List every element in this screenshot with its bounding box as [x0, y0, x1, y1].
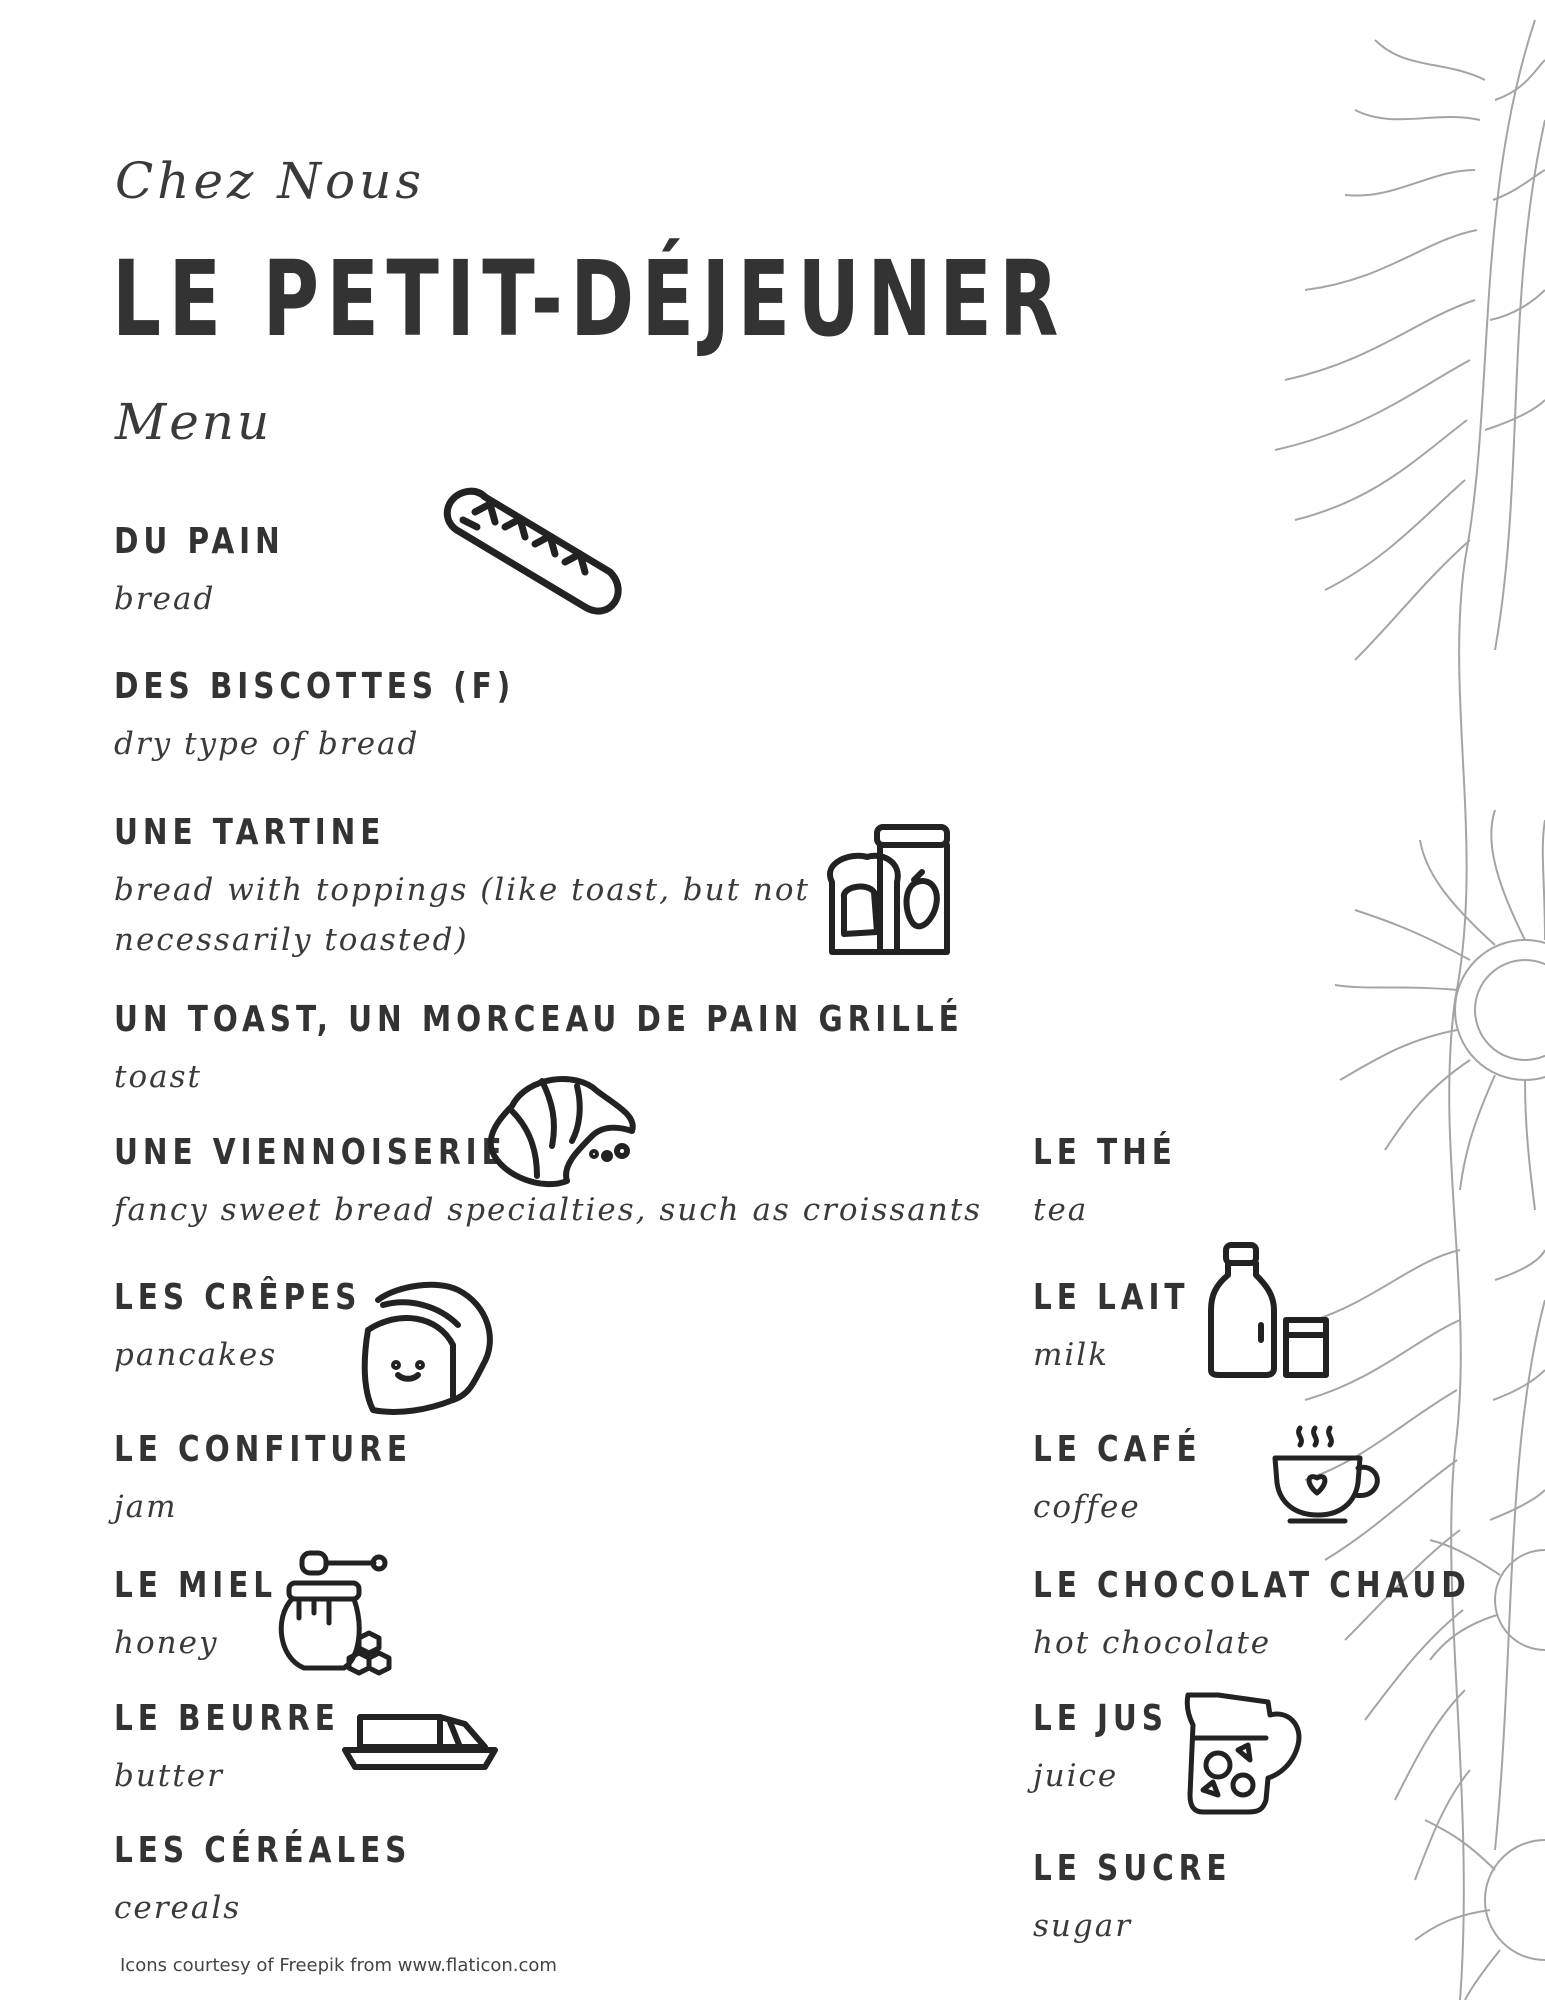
menu-item-biscottes	[114, 667, 603, 769]
juice-pitcher-icon	[1178, 1690, 1313, 1820]
menu-item-gloss: dry type of bread	[114, 726, 420, 762]
baguette-icon	[435, 472, 635, 632]
menu-item-gloss: pancakes	[114, 1337, 278, 1373]
menu-item-term: LES CRÊPES	[114, 1277, 362, 1318]
menu-item-term: DES BISCOTTES (F)	[114, 666, 516, 707]
page-title: LE PETIT-DÉJEUNER	[112, 238, 1066, 360]
menu-item-term: LE THÉ	[1033, 1132, 1177, 1173]
menu-item-term: LE MIEL	[114, 1565, 278, 1606]
menu-item-term: DU PAIN	[114, 521, 285, 562]
menu-item-confiture	[114, 1430, 477, 1532]
honey-pot-icon	[274, 1548, 404, 1678]
butter-dish-icon	[340, 1702, 500, 1777]
menu-item-the	[1033, 1133, 1208, 1235]
menu-item-term: UNE VIENNOISERIE	[114, 1132, 507, 1173]
menu-item-chocolat	[1033, 1566, 1545, 1668]
menu-item-term: LE CHOCOLAT CHAUD	[1033, 1565, 1471, 1606]
menu-item-gloss: bread	[114, 581, 216, 617]
menu-item-term: LE BEURRE	[114, 1698, 340, 1739]
menu-item-term: LES CÉRÉALES	[114, 1830, 412, 1871]
menu-item-cafe	[1033, 1430, 1239, 1532]
menu-item-lait	[1033, 1278, 1224, 1380]
menu-item-gloss: sugar	[1033, 1908, 1133, 1944]
menu-item-term: LE SUCRE	[1033, 1848, 1232, 1889]
menu-item-gloss: tea	[1033, 1192, 1089, 1228]
menu-item-tartine	[114, 813, 814, 965]
menu-item-cereales	[114, 1831, 477, 1933]
menu-item-gloss: juice	[1033, 1758, 1119, 1794]
menu-item-gloss: butter	[114, 1758, 224, 1794]
menu-subtitle: Menu	[115, 393, 273, 451]
milk-bottle-icon	[1206, 1240, 1336, 1380]
menu-item-gloss: milk	[1033, 1337, 1110, 1373]
toast-jam-icon	[822, 822, 957, 962]
menu-item-gloss: honey	[114, 1625, 219, 1661]
menu-item-gloss: bread with toppings (like toast, but not necessarily toasted)	[114, 872, 811, 958]
menu-item-gloss: fancy sweet bread specialties, such as croissants	[114, 1192, 983, 1228]
croissant-icon	[482, 1066, 652, 1196]
coffee-cup-icon	[1270, 1423, 1385, 1528]
menu-item-term: UNE TARTINE	[114, 812, 386, 853]
menu-item-gloss: cereals	[114, 1890, 242, 1926]
menu-item-pain	[114, 522, 322, 624]
icon-credit: Icons courtesy of Freepik from www.flaticon.com	[120, 1955, 557, 1976]
brand-name: Chez Nous	[115, 152, 425, 210]
menu-item-term: LE CAFÉ	[1033, 1429, 1202, 1470]
crepe-icon	[358, 1270, 503, 1420]
menu-item-jus	[1033, 1699, 1198, 1801]
menu-item-gloss: toast	[114, 1059, 202, 1095]
menu-item-gloss: coffee	[1033, 1489, 1141, 1525]
menu-item-term: UN TOAST, UN MORCEAU DE PAIN GRILLÉ	[114, 999, 964, 1040]
menu-item-term: LE JUS	[1033, 1698, 1168, 1739]
menu-item-term: LE LAIT	[1033, 1277, 1190, 1318]
menu-item-term: LE CONFITURE	[114, 1429, 412, 1470]
menu-item-gloss: jam	[114, 1489, 178, 1525]
menu-item-gloss: hot chocolate	[1033, 1625, 1272, 1661]
menu-item-sucre	[1033, 1849, 1275, 1951]
